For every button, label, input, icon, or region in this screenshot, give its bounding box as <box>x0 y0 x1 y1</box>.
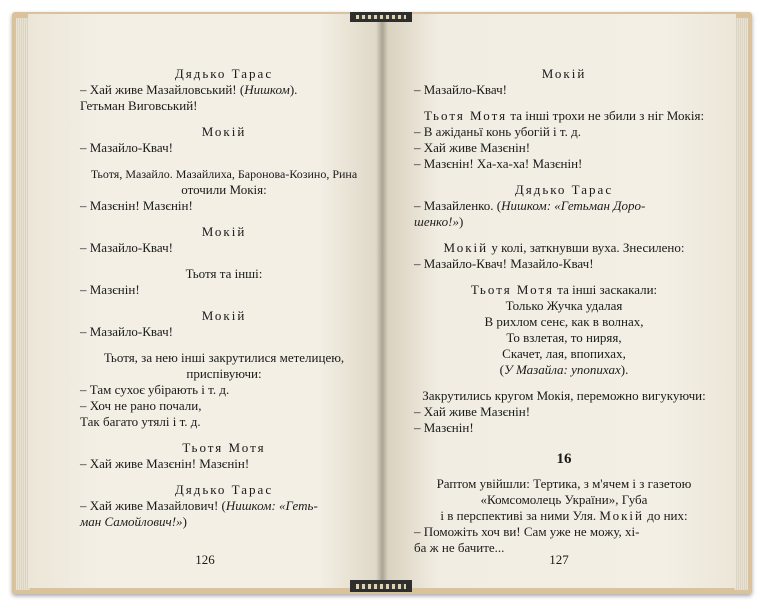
page-number: 127 <box>549 552 569 567</box>
dialogue-line: – Мазєнін! Мазєнін! <box>80 198 193 213</box>
stage-direction: Мокій у колі, заткнувши вуха. Знесилено: <box>443 240 685 255</box>
dialogue-line: – В ажіданьї конь убогій і т. д. <box>414 124 581 139</box>
dialogue-line: – Мазайло-Квач! Мазайло-Квач! <box>414 256 594 271</box>
right-page <box>382 14 736 588</box>
stage-direction: і в перспективі за ними Уля. Мокій до них: <box>440 508 688 523</box>
stage-direction: Тьотя Мотя та інші заскакали: <box>470 282 658 297</box>
spine-headband-top <box>350 12 412 22</box>
song-line: (У Мазайла: упопихах). <box>499 362 629 377</box>
song-line: Только Жучка удалая <box>505 298 623 313</box>
dialogue-line: шенко!») <box>414 214 464 229</box>
dialogue-line: – Хай живе Мазайлович! (Нишком: «Геть- <box>80 498 318 513</box>
speaker-name: Дядько Тарас <box>174 482 274 497</box>
dialogue-line: – Мазайленко. (Нишком: «Гетьман Доро- <box>414 198 646 213</box>
stage-direction: приспівуючи: <box>186 366 262 381</box>
song-line: В рихлом сенє, как в волнах, <box>484 314 644 329</box>
stage-direction: Закрутились кругом Мокія, переможно вигукуючи: <box>422 388 706 403</box>
dialogue-line: – Поможіть хоч ви! Сам уже не можу, хі- <box>414 524 640 539</box>
scene-number-heading: 16 <box>556 451 572 467</box>
speaker-name: Тьотя Мотя <box>182 440 266 455</box>
stage-direction: Тьотя, Мазайло. Мазайлиха, Баронова-Козино, Рина <box>90 167 358 181</box>
song-line: Скачет, лая, впопихах, <box>502 346 626 361</box>
stage-direction: «Комсомолець України», Губа <box>480 492 648 507</box>
dialogue-line: – Мазайло-Квач! <box>80 140 174 155</box>
dialogue-line: – Мазайло-Квач! <box>80 324 174 339</box>
speaker-name: Мокій <box>541 66 587 81</box>
speaker-name: Мокій <box>201 124 247 139</box>
dialogue-line: – Хай живе Мазєнін! <box>414 404 531 419</box>
left-page <box>28 14 382 588</box>
left-page-text <box>80 66 368 530</box>
stage-direction: Раптом увійшли: Тертика, з м'ячем і з газетою <box>436 476 692 491</box>
stage-direction: Тьотя Мотя та інші трохи не збили з ніг Мокія: <box>423 108 705 123</box>
dialogue-line: – Хай живе Мазєнін! <box>414 140 531 155</box>
song-line: То взлетая, то ниряя, <box>506 330 622 345</box>
dialogue-line: – Мазайло-Квач! <box>80 240 174 255</box>
dialogue-line: – Мазєнін! <box>80 282 140 297</box>
spine-headband-bottom <box>350 580 412 592</box>
speaker-name: Дядько Тарас <box>174 66 274 81</box>
dialogue-line: – Мазєнін! <box>414 420 474 435</box>
stage-direction: Тьотя та інші: <box>185 266 263 281</box>
speaker-name: Мокій <box>201 224 247 239</box>
song-line: – Хоч не рано почали, <box>80 398 202 413</box>
dialogue-line: – Хай живе Мазайловський! (Нишком). <box>80 82 298 97</box>
speaker-name: Мокій <box>201 308 247 323</box>
speaker-name: Дядько Тарас <box>514 182 614 197</box>
page-edges-right <box>734 18 748 590</box>
dialogue-line: – Мазєнін! Ха-ха-ха! Мазєнін! <box>414 156 583 171</box>
dialogue-line: – Хай живе Мазєнін! Мазєнін! <box>80 456 250 471</box>
stage-direction: оточили Мокія: <box>181 182 267 197</box>
page-number: 126 <box>195 552 215 567</box>
dialogue-line: ман Самойлович!») <box>80 514 187 529</box>
dialogue-line: Гетьман Виговський! <box>80 98 198 113</box>
book-gutter <box>376 14 388 588</box>
song-line: – Там сухоє убірають і т. д. <box>80 382 230 397</box>
right-page-text <box>414 66 714 556</box>
dialogue-line: – Мазайло-Квач! <box>414 82 508 97</box>
dialogue-line: ба ж не бачите... <box>414 540 505 555</box>
song-line: Так багато утялі і т. д. <box>80 414 201 429</box>
stage-direction: Тьотя, за нею інші закрутилися метелицею, <box>103 350 345 365</box>
